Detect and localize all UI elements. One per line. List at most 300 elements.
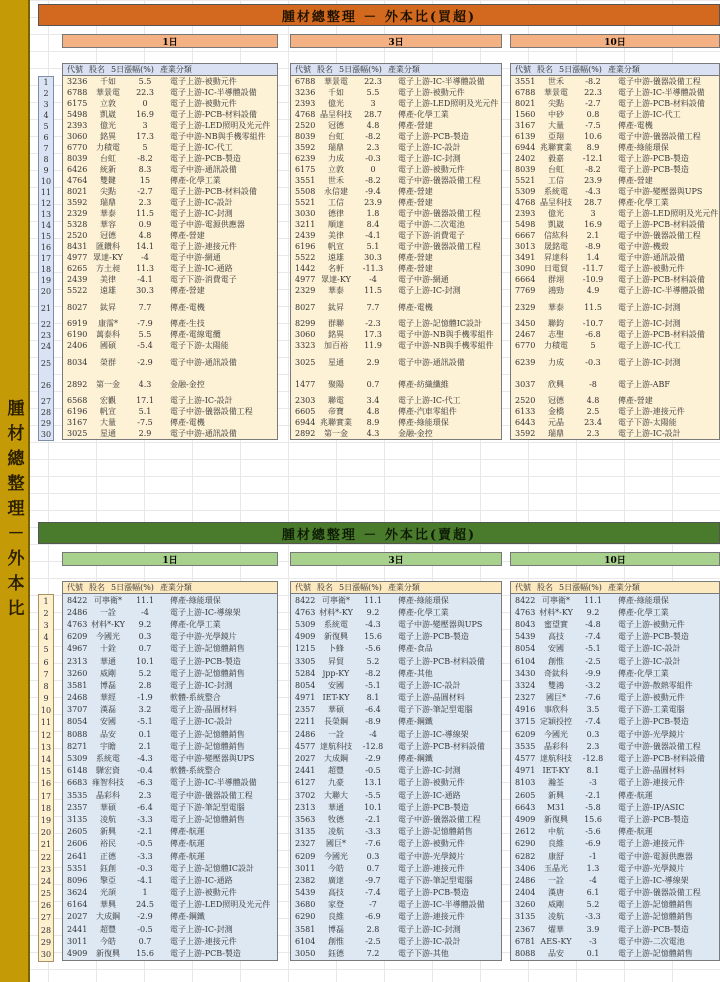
table-row <box>511 263 719 274</box>
five-day-change: -7.4 <box>365 888 381 898</box>
table-row <box>291 76 501 87</box>
industry: 電子上游-PCB-材料設備 <box>398 656 485 666</box>
industry: 電子上游-PCB-材料設備 <box>618 220 705 229</box>
stock-name: 志聖 <box>548 330 564 339</box>
stock-code: 3430 <box>515 668 536 678</box>
stock-code: 8034 <box>67 357 88 367</box>
industry: 電子上游-記憶體銷售 <box>398 827 473 837</box>
industry: 電子中游-二次電池 <box>618 936 685 946</box>
five-day-change: 4.3 <box>366 429 380 438</box>
stock-name: 定穎投控 <box>540 717 572 727</box>
stock-name: 中砂 <box>548 110 564 119</box>
stock-name: 凌航 <box>100 814 116 824</box>
buy-table-2 <box>510 63 720 440</box>
stock-code: 5351 <box>67 863 88 873</box>
industry: 電子上游-IC-封測 <box>398 154 461 163</box>
five-day-change: 5.5 <box>366 88 380 97</box>
five-day-change: 22.3 <box>364 77 382 86</box>
five-day-change: -5.1 <box>137 717 153 727</box>
five-day-change: -0.3 <box>585 357 601 367</box>
five-day-change: -8.9 <box>365 717 381 727</box>
stock-name: 華景電 <box>324 77 348 86</box>
stock-name: 今國光 <box>96 632 120 642</box>
stock-name: 兆聯實業 <box>540 143 572 152</box>
table-row <box>511 153 719 164</box>
stock-code: 3324 <box>515 680 536 690</box>
stock-code: 3305 <box>295 656 316 666</box>
stock-name: 創惟 <box>328 936 344 946</box>
industry: 傳產-綠能環保 <box>398 418 449 427</box>
stock-name: 宏觀 <box>100 396 116 405</box>
industry: 電子上游-IC-通路 <box>170 264 233 273</box>
table-row <box>511 667 719 679</box>
stock-name: 家登 <box>328 900 344 910</box>
stock-code: 3135 <box>295 827 316 837</box>
stock-code: 2520 <box>295 121 316 130</box>
stock-name: 瀚荃 <box>548 778 564 788</box>
industry: 傳產-航運 <box>170 851 205 861</box>
industry: 傳產-鋼鐵 <box>170 912 205 922</box>
industry: 電子上游-IC-封測 <box>170 209 233 218</box>
stock-code: 8039 <box>515 165 536 174</box>
table-row <box>63 175 277 186</box>
five-day-change: 15.6 <box>136 949 154 959</box>
stock-code: 2892 <box>67 379 88 389</box>
industry: 電子上游-被動元件 <box>398 88 465 97</box>
row-index: 13 <box>40 210 52 219</box>
table-row <box>63 752 277 764</box>
five-day-change: 16.9 <box>584 220 602 229</box>
five-day-change: -5.5 <box>365 790 381 800</box>
column-header: 代號 <box>67 583 83 592</box>
table-row <box>63 850 277 862</box>
industry: 電子中游-散熱零組件 <box>618 680 693 690</box>
stock-name: 華泰 <box>100 209 116 218</box>
table-row <box>511 373 719 395</box>
industry: 傳產-電機 <box>398 302 433 312</box>
stock-code: 6104 <box>515 656 536 666</box>
five-day-change: 2.8 <box>366 924 380 934</box>
five-day-change: 0.9 <box>138 220 152 229</box>
table-row <box>511 618 719 630</box>
stock-code: 6919 <box>67 319 88 328</box>
stock-name: 鈺德 <box>328 949 344 959</box>
industry: 電子上游-IC-通路 <box>170 875 233 885</box>
industry: 電子上游-PCB-製造 <box>618 165 689 174</box>
stock-code: 2402 <box>515 154 536 163</box>
table-row <box>511 296 719 318</box>
stock-name: 漢唐 <box>548 888 564 898</box>
row-index: 26 <box>40 380 52 390</box>
industry: 傳產-化學工業 <box>618 198 669 207</box>
stock-code: 3050 <box>295 949 316 959</box>
table-row <box>291 947 501 959</box>
stock-code: 2605 <box>515 790 536 800</box>
stock-name: 博磊 <box>328 924 344 934</box>
table-row <box>291 296 501 318</box>
row-index: 22 <box>40 852 52 862</box>
stock-name: 大成鋼 <box>324 754 348 764</box>
stock-name: 日電貿 <box>544 264 568 273</box>
table-row <box>291 704 501 716</box>
stock-code: 8431 <box>67 242 88 251</box>
stock-code: 6788 <box>515 88 536 97</box>
industry: 軟體-系統整合 <box>170 693 221 703</box>
table-row <box>63 340 277 351</box>
industry: 電子中游-電源供應器 <box>170 220 245 229</box>
five-day-change: -0.5 <box>137 924 153 934</box>
five-day-change: -5.4 <box>137 341 153 350</box>
industry: 電子上游-IC-半導體設備 <box>398 77 485 86</box>
stock-name: 漢磊 <box>100 705 116 715</box>
stock-name: 遠雄 <box>328 253 344 262</box>
stock-name: 力成 <box>548 357 564 367</box>
table-row <box>291 826 501 838</box>
stock-name: 華經 <box>100 693 116 703</box>
row-index: 24 <box>40 342 52 351</box>
five-day-change: 0.1 <box>586 949 600 959</box>
table-row <box>291 87 501 98</box>
table-row <box>291 120 501 131</box>
stock-name: 大量 <box>548 121 564 130</box>
stock-code: 5309 <box>67 754 88 764</box>
stock-code: 4916 <box>515 705 536 715</box>
stock-name: 聯鈞 <box>548 319 564 328</box>
five-day-change: -7.5 <box>137 418 153 427</box>
industry: 電子中游-儀器設備工程 <box>618 132 701 141</box>
stock-name: 昇達科 <box>544 253 568 262</box>
row-index: 10 <box>40 177 52 186</box>
industry: 電子中游-儀器設備工程 <box>398 242 481 251</box>
five-day-change: 8.3 <box>138 165 152 174</box>
stock-name: 廣達 <box>328 875 344 885</box>
row-index: 16 <box>40 779 52 789</box>
stock-name: 尖點 <box>100 187 116 196</box>
five-day-change: -1 <box>589 851 597 861</box>
column-header: 5日漲幅(%) <box>559 583 602 592</box>
stock-name: 華景電 <box>544 88 568 97</box>
stock-name: 台虹 <box>548 165 564 174</box>
industry: 電子上游-IC-設計 <box>170 396 233 405</box>
stock-code: 5498 <box>515 220 536 229</box>
stock-name: 工信 <box>548 176 564 185</box>
stock-code: 3011 <box>67 936 88 946</box>
industry: 電子上游-PCB-材料設備 <box>170 110 257 119</box>
industry: 傳產-營建 <box>398 253 433 262</box>
stock-code: 2313 <box>295 802 316 812</box>
table-row <box>63 826 277 838</box>
five-day-change: 30.3 <box>364 253 382 262</box>
stock-name: 系統電 <box>324 619 348 629</box>
stock-name: 元晶 <box>548 418 564 427</box>
five-day-change: -8 <box>589 379 597 389</box>
sell-banner-title: 腫材總整理 － 外本比(賣超) <box>38 522 720 544</box>
five-day-change: 8.1 <box>586 766 600 776</box>
five-day-change: 2.3 <box>366 143 380 152</box>
five-day-change: -8.2 <box>137 154 153 163</box>
stock-name: 亞翔 <box>548 132 564 141</box>
table-row <box>511 340 719 351</box>
five-day-change: 5.2 <box>586 900 600 910</box>
five-day-change: 7.7 <box>366 302 380 312</box>
five-day-change: 10.1 <box>364 802 382 812</box>
table-row <box>291 801 501 813</box>
industry: 電子下游-太陽能 <box>618 418 677 427</box>
industry: 電子中游-光學鏡片 <box>618 729 685 739</box>
column-header: 5日漲幅(%) <box>339 65 382 74</box>
table-row <box>63 923 277 935</box>
industry: 傳產-電線電纜 <box>170 330 221 339</box>
industry: 電子上游-被動元件 <box>170 99 237 108</box>
stock-code: 6443 <box>515 418 536 427</box>
stock-code: 6133 <box>515 407 536 416</box>
five-day-change: 3 <box>142 121 148 130</box>
stock-name: 冠德 <box>100 231 116 240</box>
industry: 電子上游-被動元件 <box>398 778 465 788</box>
stock-name: 一詮 <box>328 729 344 739</box>
period-header-1: 3日 <box>290 34 502 48</box>
table-row <box>63 164 277 175</box>
stock-code: 3236 <box>67 77 88 86</box>
table-row <box>291 777 501 789</box>
table-row <box>511 704 719 716</box>
table-row <box>511 318 719 329</box>
stock-code: 6196 <box>67 407 88 416</box>
industry: 傳產-化學工業 <box>170 176 221 185</box>
stock-name: 雙鍵 <box>100 176 116 185</box>
five-day-change: 5.1 <box>138 407 152 416</box>
stock-code: 4577 <box>515 754 536 764</box>
five-day-change: -3.3 <box>137 814 153 824</box>
stock-code: 3680 <box>295 900 316 910</box>
stock-name: 雙鴻 <box>548 680 564 690</box>
row-index: 12 <box>40 730 52 740</box>
table-row <box>291 109 501 120</box>
industry: 傳產-其他 <box>398 668 433 678</box>
five-day-change: -1.9 <box>137 693 153 703</box>
industry: 電子上游-IC-代工 <box>618 110 681 119</box>
stock-name: 名軒 <box>328 264 344 273</box>
stock-code: 6164 <box>67 900 88 910</box>
column-header: 代號 <box>515 583 531 592</box>
row-index: 4 <box>43 633 49 643</box>
industry: 電子上游-IC-代工 <box>170 143 233 152</box>
five-day-change: 4.8 <box>366 121 380 130</box>
stock-code: 2357 <box>67 802 88 812</box>
stock-name: 良維 <box>328 912 344 922</box>
table-row <box>511 230 719 241</box>
industry: 傳產-化學工業 <box>618 607 669 617</box>
industry: 電子上游-IC-導線架 <box>398 729 469 739</box>
stock-name: 一詮 <box>548 875 564 885</box>
five-day-change: -10.9 <box>582 275 604 284</box>
table-row <box>511 142 719 153</box>
industry: 傳產-化學工業 <box>398 607 449 617</box>
table-row <box>63 351 277 373</box>
table-row <box>291 230 501 241</box>
five-day-change: -7.6 <box>585 693 601 703</box>
stock-code: 5439 <box>515 632 536 642</box>
stock-name: 品安 <box>100 729 116 739</box>
industry: 電子上游-連接元件 <box>170 936 237 946</box>
stock-name: 良維 <box>548 839 564 849</box>
industry: 電子中游-變壓器與UPS <box>170 754 255 764</box>
stock-code: 3030 <box>295 209 316 218</box>
stock-code: 6139 <box>515 132 536 141</box>
stock-name: 兆聯實業 <box>320 418 352 427</box>
row-index: 8 <box>43 681 49 691</box>
table-row <box>511 874 719 886</box>
stock-name: 華通 <box>328 802 344 812</box>
five-day-change: 2.3 <box>586 429 600 438</box>
industry: 傳產-營建 <box>398 264 433 273</box>
stock-name: 燿華 <box>548 924 564 934</box>
column-header: 股名 <box>89 583 105 592</box>
row-index: 9 <box>43 166 49 175</box>
industry: 電子上游-IP/ASIC <box>618 802 685 812</box>
stock-code: 5439 <box>295 888 316 898</box>
table-row <box>291 679 501 691</box>
row-index: 15 <box>40 232 52 241</box>
industry: 電子上游-記憶體IC設計 <box>170 863 254 873</box>
five-day-change: -2.1 <box>365 814 381 824</box>
industry: 電子上游-ABF <box>618 379 670 389</box>
industry: 電子上游-被動元件 <box>170 888 237 898</box>
side-title: 腫材總整理－外本比 <box>3 398 24 624</box>
stock-name: 華通 <box>100 656 116 666</box>
stock-code: 3260 <box>67 668 88 678</box>
table-row <box>511 120 719 131</box>
stock-code: 6788 <box>67 88 88 97</box>
stock-name: 裕民 <box>100 839 116 849</box>
stock-code: 3715 <box>515 717 536 727</box>
stock-name: 遠雄 <box>100 286 116 295</box>
stock-code: 6426 <box>67 165 88 174</box>
five-day-change: -8.2 <box>365 668 381 678</box>
stock-name: 聚陽 <box>328 379 344 389</box>
industry: 傳產-航運 <box>170 839 205 849</box>
row-index: 11 <box>40 188 52 197</box>
stock-name: 台虹 <box>100 154 116 163</box>
table-header <box>63 582 277 594</box>
five-day-change: 10.6 <box>584 132 602 141</box>
stock-name: 帆宣 <box>328 242 344 251</box>
industry: 電子上游-PCB-材料設備 <box>398 741 485 751</box>
five-day-change: 4.8 <box>366 407 380 416</box>
stock-code: 2641 <box>67 851 88 861</box>
five-day-change: 16.9 <box>136 110 154 119</box>
industry: 電子中游-NB與手機零組件 <box>398 330 494 339</box>
stock-code: 5498 <box>67 110 88 119</box>
five-day-change: -4 <box>369 275 377 284</box>
five-day-change: 2.3 <box>586 741 600 751</box>
industry: 電子上游-晶圓材料 <box>618 766 685 776</box>
table-row <box>511 826 719 838</box>
table-row <box>63 373 277 395</box>
five-day-change: 1.3 <box>586 863 600 873</box>
column-header: 代號 <box>67 65 83 74</box>
table-row <box>291 252 501 263</box>
stock-name: 華泰 <box>548 302 564 312</box>
stock-code: 4577 <box>295 741 316 751</box>
table-row <box>511 428 719 439</box>
stock-code: 3450 <box>515 319 536 328</box>
stock-name: 華興 <box>100 900 116 910</box>
industry: 電子上游-PCB-材料設備 <box>170 187 257 196</box>
table-row <box>511 252 719 263</box>
five-day-change: 17.3 <box>136 132 154 141</box>
row-index: 29 <box>40 419 52 428</box>
five-day-change: -10.7 <box>582 319 604 328</box>
stock-code: 2027 <box>67 912 88 922</box>
stock-name: 十銓 <box>100 644 116 654</box>
five-day-change: 3 <box>590 209 596 218</box>
table-row <box>511 417 719 428</box>
stock-code: 1560 <box>515 110 536 119</box>
table-row <box>291 351 501 373</box>
five-day-change: 4.9 <box>586 286 600 295</box>
five-day-change: 9.2 <box>586 607 600 617</box>
stock-name: 世禾 <box>328 176 344 185</box>
industry: 電子上游-LED照明及光元件 <box>398 99 499 108</box>
table-row <box>63 329 277 340</box>
stock-code: 3135 <box>67 814 88 824</box>
industry: 電子下游-太陽能 <box>170 341 229 350</box>
five-day-change: -5.6 <box>365 644 381 654</box>
stock-code: 3167 <box>515 121 536 130</box>
stock-code: 2467 <box>515 330 536 339</box>
table-header <box>63 64 277 76</box>
stock-code: 2329 <box>67 209 88 218</box>
industry: 電子中游-光學鏡片 <box>618 863 685 873</box>
five-day-change: 5.2 <box>138 668 152 678</box>
five-day-change: 10.1 <box>136 656 154 666</box>
five-day-change: -7.6 <box>365 839 381 849</box>
table-row <box>63 120 277 131</box>
industry: 傳產-化學工業 <box>618 668 669 678</box>
table-row <box>291 274 501 285</box>
table-row <box>511 911 719 923</box>
stock-name: 力積電 <box>544 341 568 350</box>
stock-name: 可寧衛* <box>542 595 570 605</box>
stock-code: 3551 <box>515 77 536 86</box>
stock-code: 5508 <box>295 187 316 196</box>
table-row <box>291 594 501 606</box>
table-row <box>291 631 501 643</box>
table-row <box>511 631 719 643</box>
row-index: 17 <box>40 791 52 801</box>
stock-code: 6209 <box>295 851 316 861</box>
five-day-change: 4.3 <box>138 379 152 389</box>
industry: 傳產-營建 <box>398 198 433 207</box>
industry: 電子中游-通訊設備 <box>170 165 237 174</box>
five-day-change: -9.7 <box>365 875 381 885</box>
stock-code: 2357 <box>295 705 316 715</box>
five-day-change: -6.4 <box>137 802 153 812</box>
stock-code: 6196 <box>295 242 316 251</box>
five-day-change: 0.7 <box>138 936 152 946</box>
stock-name: 億光 <box>100 121 116 130</box>
five-day-change: 1.8 <box>366 209 380 218</box>
stock-code: 2486 <box>67 607 88 617</box>
stock-code: 4971 <box>515 766 536 776</box>
industry: 電子上游-連接元件 <box>398 863 465 873</box>
five-day-change: -4 <box>369 729 377 739</box>
industry: 電子中游-儀器設備工程 <box>398 209 481 218</box>
row-index: 22 <box>40 320 52 329</box>
five-day-change: 5 <box>590 341 596 350</box>
side-title-bar <box>0 0 30 982</box>
